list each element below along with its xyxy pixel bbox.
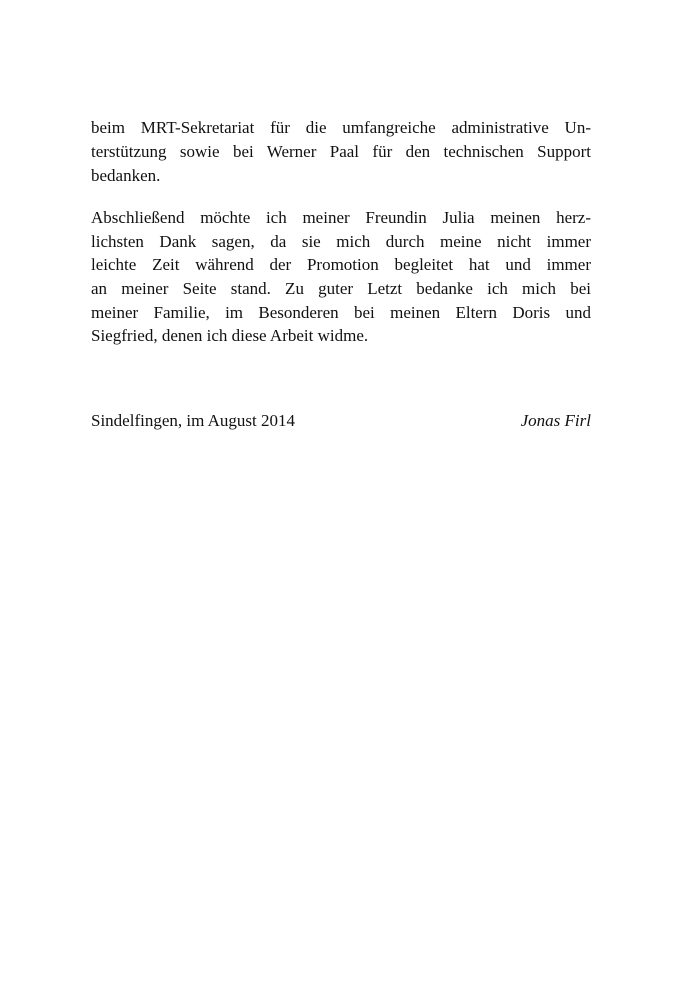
text-line: an meiner Seite stand. Zu guter Letzt bedanke ich mich bei xyxy=(91,279,591,298)
text-line: meiner Familie, im Besonderen bei meinen Eltern Doris und xyxy=(91,303,591,322)
text-line: lichsten Dank sagen, da sie mich durch meine nicht immer xyxy=(91,232,591,251)
text-line: leichte Zeit während der Promotion begleitet hat und immer xyxy=(91,255,591,274)
text-line: terstützung sowie bei Werner Paal für den technischen Support xyxy=(91,142,591,161)
place-date: Sindelfingen, im August 2014 xyxy=(91,411,295,430)
text-line: bedanken. xyxy=(91,166,161,185)
text-line: beim MRT-Sekretariat für die umfangreiche administrative Un- xyxy=(91,118,591,137)
text-line: Abschließend möchte ich meiner Freundin Julia meinen herz- xyxy=(91,208,591,227)
text-line: Siegfried, denen ich diese Arbeit widme. xyxy=(91,326,369,345)
author-signature: Jonas Firl xyxy=(520,411,591,430)
